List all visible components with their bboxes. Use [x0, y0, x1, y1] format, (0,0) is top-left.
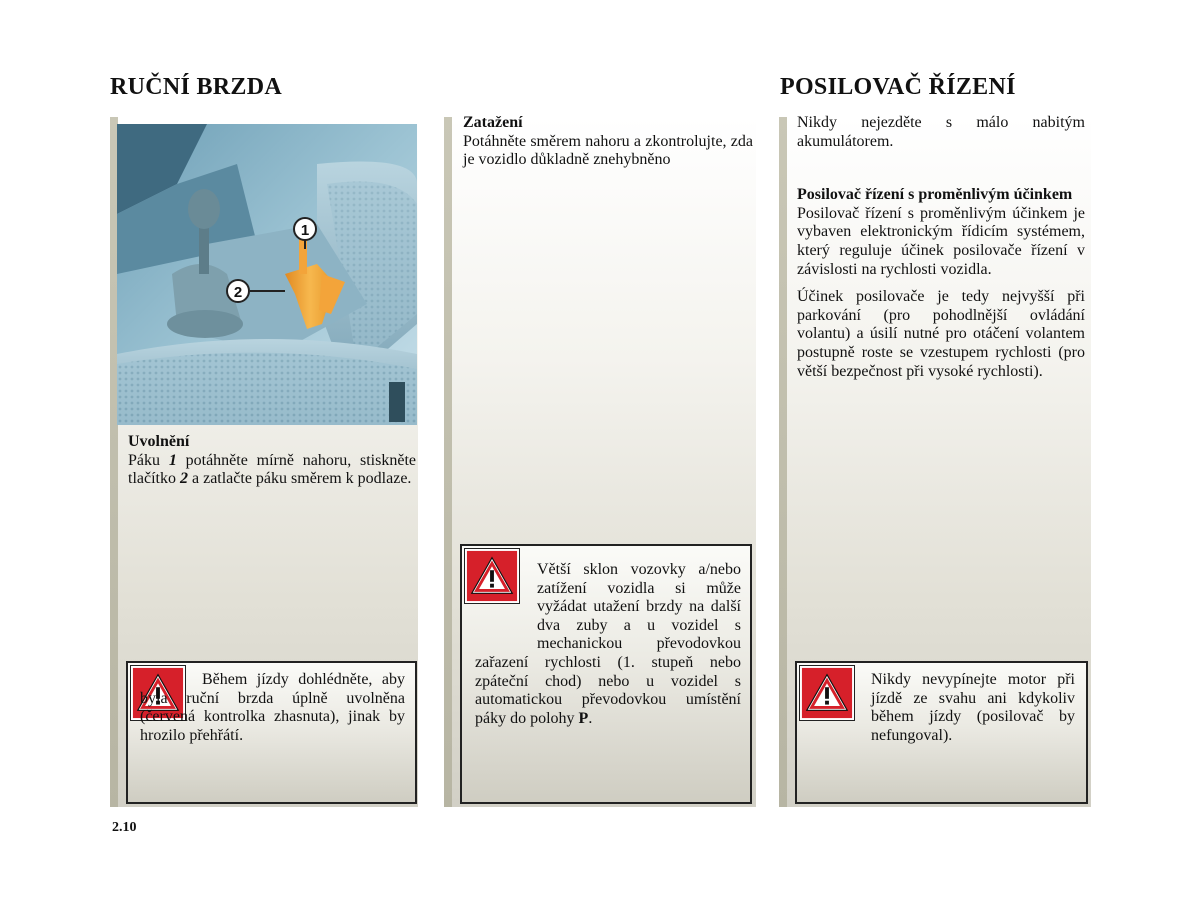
photo-callout-1: 1	[300, 222, 310, 239]
apply-heading: Zatažení	[463, 114, 523, 131]
right-column-bar	[779, 117, 787, 807]
reference-number-2: 2	[179, 470, 188, 488]
variable-steering-para2: Účinek posilovače je tedy nejvyšší při parkování (pro pohodlnější ovládání volantu) a úsilí nutné pro otáčení volantem postupně roste se vzestupem rychlosti (pro větší bezpečnost při vysoké rychlosti).	[797, 288, 1085, 380]
warning-text-slope: Větší sklon vozovky a/nebo zatížení vozidla si může vyžádat utažení brzdy na další dva zuby a u vozidel s mechanickou převodovkou zařazení rychlosti (1. stupeň nebo zpáteční chod) nebo u vozidel s automatickou převodovkou umístění páky do polohy P.	[475, 561, 741, 727]
warning-box-slope	[460, 544, 752, 804]
power-steering-section	[797, 114, 1085, 381]
section-title-power-steering: POSILOVAČ ŘÍZENÍ	[780, 74, 1016, 100]
release-text: Páku 1 potáhněte mírně nahoru, stiskněte tlačítko 2 a zatlačte páku směrem k podlaze.	[128, 451, 416, 488]
handbrake-photo	[117, 124, 417, 425]
warning-triangle-icon	[799, 665, 855, 721]
warning-box-handbrake	[126, 661, 417, 804]
page-number: 2.10	[112, 820, 137, 835]
warning-text-handbrake: Během jízdy dohlédněte, aby byla ruční brzda úplně uvolněna (červená kontrolka zhasnuta), jinak by hrozilo přehřátí.	[140, 671, 405, 744]
reference-number-1: 1	[168, 451, 177, 469]
release-heading: Uvolnění	[128, 433, 190, 450]
warning-text-engine: Nikdy nevypínejte motor při jízdě ze svahu ani kdykoliv během jízdy (posilovač by nefungoval).	[871, 671, 1075, 744]
variable-steering-heading: Posilovač řízení s proměnlivým účinkem	[797, 186, 1073, 204]
battery-warning-text: Nikdy nejezděte s málo nabitým akumulátorem.	[797, 114, 1085, 150]
release-section	[128, 433, 416, 489]
variable-steering-para1: Posilovač řízení s proměnlivým účinkem je vybaven elektronickým řídicím systémem, který reguluje účinek posilovače řízení v závislosti na rychlosti vozidla.	[797, 204, 1085, 278]
photo-callout-2: 2	[233, 284, 243, 301]
section-title-handbrake: RUČNÍ BRZDA	[110, 74, 282, 100]
middle-column-bar	[444, 117, 452, 807]
spacer	[797, 279, 1085, 288]
gear-position-p: P	[578, 709, 589, 727]
apply-section	[463, 114, 753, 170]
float-spacer	[475, 561, 537, 636]
spacer	[797, 151, 1085, 186]
apply-text: Potáhněte směrem nahoru a zkontrolujte, zda je vozidlo důkladně znehybněno	[463, 132, 753, 169]
warning-box-engine	[795, 661, 1088, 804]
